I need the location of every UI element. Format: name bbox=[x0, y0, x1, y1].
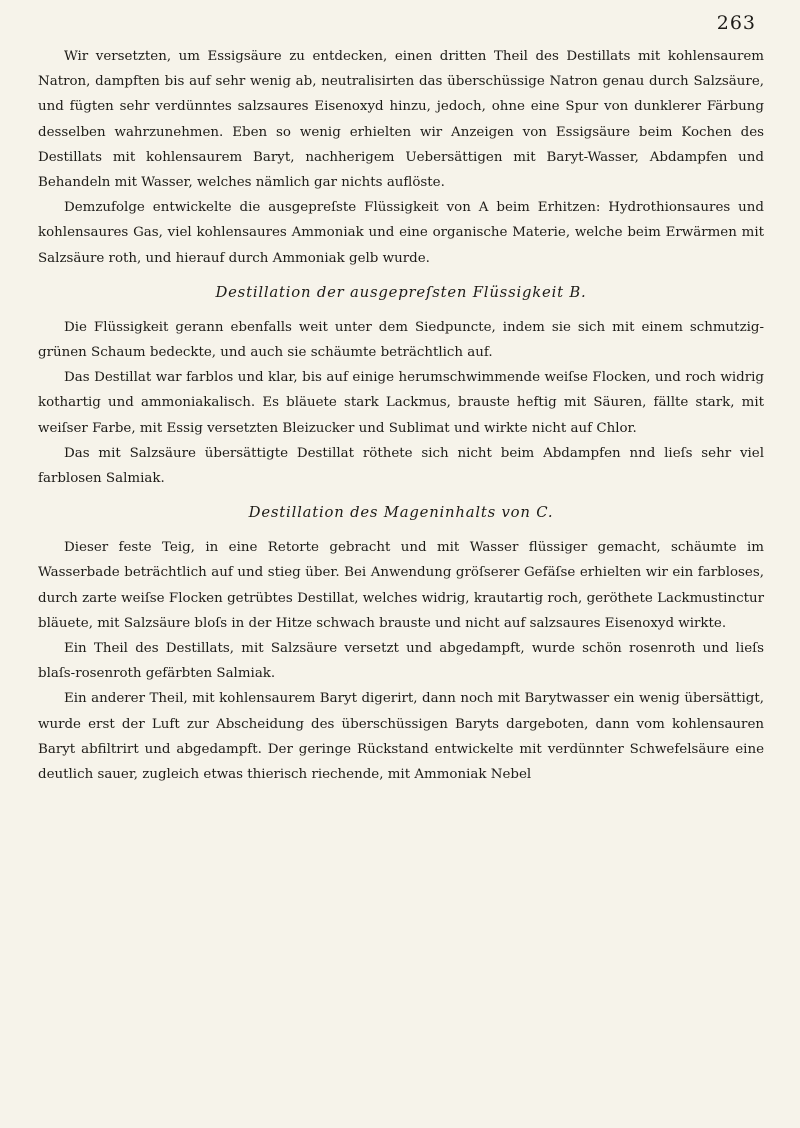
paragraph-essigsaeure-test: Wir versetzten, um Essigsäure zu entdecken, einen dritten Theil des Destillats mit kohlensaurem Natron, dampften bis auf sehr wenig ab, neutralisirten das überschüssige Natron genau durch Salzsäure, und fügten sehr verdünntes salzsaures Eisenoxyd hinzu, jedoch, ohne eine Spur von dunklerer Färbung desselben wahrzunehmen. Eben so wenig erhielten wir Anzeigen von Essigsäure beim Kochen des Destillats mit kohlensaurem Baryt, nachherigem Uebersättigen mit Baryt-Wasser, Abdampfen und Behandeln mit Wasser, welches nämlich gar nichts auflöste. bbox=[38, 49, 764, 191]
paragraph-b-gerinnung: Die Flüssigkeit gerann ebenfalls weit unter dem Siedpuncte, indem sie sich mit einem schmutzig-grünen Schaum bedeckte, und auch sie schäumte beträchtlich auf. bbox=[38, 319, 764, 361]
paragraph-c-baryt: Ein anderer Theil, mit kohlensaurem Baryt digerirt, dann noch mit Barytwasser ein wenig übersättigt, wurde erst der Luft zur Abscheidung des überschüssigen Baryts dargeboten, dann vom kohlensauren Baryt abfiltrirt und abgedampft. Der geringe Rückstand entwickelte mit verdünnter Schwefelsäure eine deutlich sauer, zugleich etwas thierisch riechende, mit Ammoniak Nebel bbox=[38, 691, 764, 783]
page-body bbox=[38, 44, 764, 787]
page-number: 263 bbox=[716, 12, 756, 34]
paragraph-b-salzsaeure: Das mit Salzsäure übersättigte Destillat röthete sich nicht beim Abdampfen nnd lieſs sehr viel farblosen Salmiak. bbox=[38, 445, 764, 487]
section-heading-destillation-c: Destillation des Mageninhalts von C. bbox=[248, 504, 554, 522]
paragraph-b-destillat: Das Destillat war farblos und klar, bis auf einige herumschwimmende weiſse Flocken, und roch widrig kothartig und ammoniakalisch. Es bläuete stark Lackmus, brauste heftig mit Säuren, fällte stark, mit weiſser Farbe, mit Essig versetzten Bleizucker und Sublimat und wirkte nicht auf Chlor. bbox=[38, 370, 764, 436]
paragraph-c-rosenroth: Ein Theil des Destillats, mit Salzsäure versetzt und abgedampft, wurde schön rosenroth und lieſs blaſs-rosenroth gefärbten Salmiak. bbox=[38, 641, 764, 682]
paragraph-summary-a: Demzufolge entwickelte die ausgepreſste Flüssigkeit von A beim Erhitzen: Hydrothionsaures und kohlensaures Gas, viel kohlensaures Ammoniak und eine organische Materie, welche beim Erwärmen mit Salzsäure roth, und hierauf durch Ammoniak gelb wurde. bbox=[38, 200, 764, 266]
paragraph-c-teig: Dieser feste Teig, in eine Retorte gebracht und mit Wasser flüssiger gemacht, schäumte im Wasserbade beträchtlich auf und stieg über. Bei Anwendung gröſserer Gefäſse erhielten wir ein farbloses, durch zarte weiſse Flocken getrübtes Destillat, welches widrig, krautartig roch, geröthete Lackmustinctur bläuete, mit Salzsäure bloſs in der Hitze schwach brauste und nicht auf salzsaures Eisenoxyd wirkte. bbox=[38, 540, 764, 631]
section-heading-destillation-b: Destillation der ausgepreſsten Flüssigkeit B. bbox=[215, 283, 587, 301]
